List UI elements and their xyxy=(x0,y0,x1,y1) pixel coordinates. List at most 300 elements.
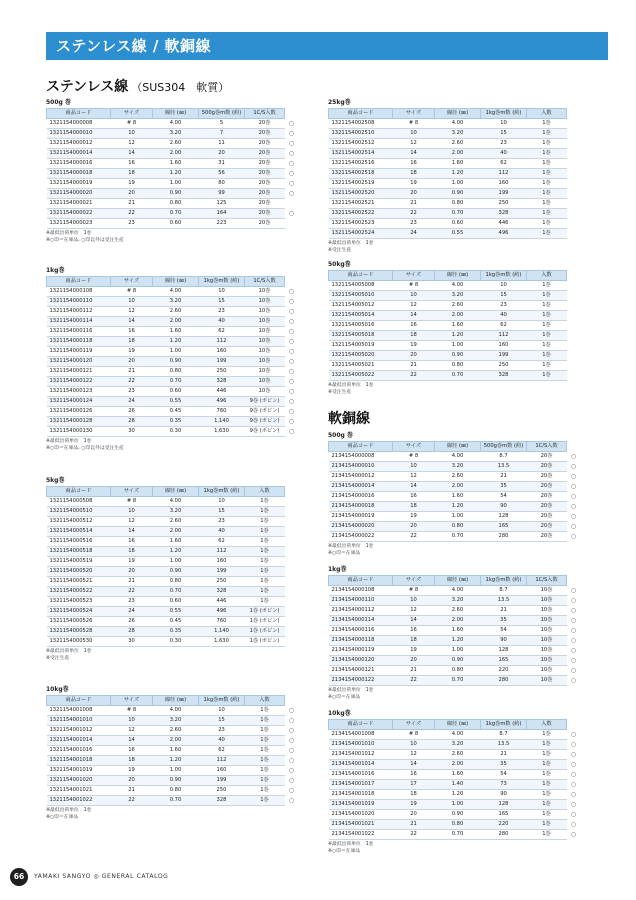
spec-table xyxy=(46,276,299,437)
quantity-cell: 1巻 xyxy=(245,566,285,576)
note-line: ※○印＝在庫品 xyxy=(328,848,361,854)
length-per-coil-cell: 23 xyxy=(481,300,527,310)
block-label: 10kg巻 xyxy=(328,710,351,717)
size-cell: 12 xyxy=(111,516,153,526)
quantity-cell: 1巻 xyxy=(527,310,567,320)
wire-diameter-cell: 3.20 xyxy=(153,296,199,306)
size-cell: 14 xyxy=(393,148,435,158)
table-row xyxy=(47,346,299,356)
stock-mark: ○ xyxy=(285,286,299,296)
quantity-cell: 1巻 xyxy=(245,586,285,596)
size-cell: 10 xyxy=(393,128,435,138)
size-cell: 19 xyxy=(393,645,435,655)
size-cell: # 8 xyxy=(111,118,153,128)
stock-mark-header xyxy=(567,109,581,119)
quantity-cell: 1巻 xyxy=(527,340,567,350)
stock-mark: ○ xyxy=(285,158,299,168)
stock-mark xyxy=(567,370,581,380)
table-row xyxy=(329,605,581,615)
stock-mark xyxy=(567,280,581,290)
length-per-coil-cell: 21 xyxy=(481,749,527,759)
table-row xyxy=(47,586,299,596)
wire-diameter-cell: 1.60 xyxy=(435,158,481,168)
size-cell: 22 xyxy=(111,795,153,805)
size-cell: 21 xyxy=(111,366,153,376)
product-code-cell: 1321154002522 xyxy=(329,208,393,218)
table-row xyxy=(47,168,299,178)
quantity-cell: 10巻 xyxy=(245,316,285,326)
quantity-cell: 10巻 xyxy=(245,376,285,386)
column-header: 入数 xyxy=(527,271,567,281)
quantity-cell: 20巻 xyxy=(245,198,285,208)
length-per-coil-cell: 15 xyxy=(199,715,245,725)
size-cell: 20 xyxy=(393,188,435,198)
note-line: ※受注生産 xyxy=(328,389,352,395)
wire-diameter-cell: 0.80 xyxy=(435,665,481,675)
table-row xyxy=(329,461,581,471)
length-per-coil-cell: 250 xyxy=(481,360,527,370)
length-per-coil-cell: 90 xyxy=(481,789,527,799)
length-per-coil-cell: 13.5 xyxy=(481,595,527,605)
table-row xyxy=(47,765,299,775)
stock-mark xyxy=(285,556,299,566)
table-row xyxy=(329,665,581,675)
quantity-cell: 1巻 xyxy=(245,735,285,745)
product-code-cell: 1321154000114 xyxy=(47,316,111,326)
stock-mark: ○ xyxy=(567,615,581,625)
table-row xyxy=(47,596,299,606)
product-code-cell: 2134154000110 xyxy=(329,595,393,605)
quantity-cell: 1巻 xyxy=(527,198,567,208)
quantity-cell: 1巻 xyxy=(527,799,567,809)
spec-block-copper-10kg xyxy=(328,710,581,855)
wire-diameter-cell: 2.00 xyxy=(153,316,199,326)
stock-mark: ○ xyxy=(567,511,581,521)
stock-mark: ○ xyxy=(567,829,581,839)
table-row xyxy=(329,471,581,481)
stock-mark xyxy=(567,340,581,350)
quantity-cell: 10巻 xyxy=(245,286,285,296)
stock-mark xyxy=(567,198,581,208)
size-cell: 20 xyxy=(393,350,435,360)
table-row xyxy=(329,729,581,739)
wire-diameter-cell: 0.45 xyxy=(153,616,199,626)
quantity-cell: 1巻 xyxy=(245,546,285,556)
product-code-cell: 1321154000521 xyxy=(47,576,111,586)
table-row xyxy=(47,785,299,795)
product-code-cell: 1321154000514 xyxy=(47,526,111,536)
length-per-coil-cell: 199 xyxy=(199,356,245,366)
size-cell: 20 xyxy=(393,809,435,819)
size-cell: 24 xyxy=(111,396,153,406)
column-header: 1kg巻m数 (約) xyxy=(481,109,527,119)
product-code-cell: 2134154000114 xyxy=(329,615,393,625)
length-per-coil-cell: 446 xyxy=(199,386,245,396)
wire-diameter-cell: 2.00 xyxy=(435,310,481,320)
wire-diameter-cell: 0.60 xyxy=(153,596,199,606)
wire-diameter-cell: 3.20 xyxy=(153,715,199,725)
wire-diameter-cell: 0.70 xyxy=(153,208,199,218)
quantity-cell: 1巻 xyxy=(527,759,567,769)
table-header-row xyxy=(329,442,581,452)
quantity-cell: 1巻 xyxy=(527,330,567,340)
quantity-cell: 10巻 xyxy=(245,356,285,366)
product-code-cell: 1321154000019 xyxy=(47,178,111,188)
size-cell: 17 xyxy=(393,779,435,789)
wire-diameter-cell: 1.20 xyxy=(153,755,199,765)
stock-mark: ○ xyxy=(285,725,299,735)
size-cell: 28 xyxy=(111,626,153,636)
product-code-cell: 1321154000014 xyxy=(47,148,111,158)
wire-diameter-cell: 1.00 xyxy=(153,556,199,566)
column-header: 商品コード xyxy=(47,696,111,706)
size-cell: 22 xyxy=(393,675,435,685)
product-code-cell: 1321154002520 xyxy=(329,188,393,198)
quantity-cell: 10巻 xyxy=(527,675,567,685)
table-row xyxy=(47,286,299,296)
wire-diameter-cell: 0.30 xyxy=(153,426,199,436)
length-per-coil-cell: 15 xyxy=(481,290,527,300)
table-row xyxy=(329,310,581,320)
size-cell: 16 xyxy=(393,158,435,168)
stock-mark: ○ xyxy=(285,168,299,178)
length-per-coil-cell: 199 xyxy=(199,775,245,785)
wire-diameter-cell: 0.80 xyxy=(435,819,481,829)
table-row xyxy=(47,705,299,715)
stock-mark xyxy=(567,330,581,340)
note-line: ※受注生産 xyxy=(328,247,352,253)
table-row xyxy=(47,128,299,138)
product-code-cell: 2134154000116 xyxy=(329,625,393,635)
length-per-coil-cell: 112 xyxy=(199,755,245,765)
block-label: 500g 巻 xyxy=(46,99,71,106)
length-per-coil-cell: 160 xyxy=(481,340,527,350)
size-cell: 28 xyxy=(111,416,153,426)
quantity-cell: 10巻 xyxy=(527,655,567,665)
stock-mark: ○ xyxy=(567,749,581,759)
stock-mark: ○ xyxy=(567,471,581,481)
stock-mark: ○ xyxy=(567,729,581,739)
quantity-cell: 10巻 xyxy=(527,605,567,615)
wire-diameter-cell: 1.00 xyxy=(435,178,481,188)
size-cell: 10 xyxy=(111,296,153,306)
product-code-cell: 1321154000523 xyxy=(47,596,111,606)
spec-block-stainless-50kg xyxy=(328,261,581,396)
quantity-cell: 1巻 xyxy=(527,350,567,360)
product-code-cell: 2134154000112 xyxy=(329,605,393,615)
table-row xyxy=(47,208,299,218)
column-header: 商品コード xyxy=(329,271,393,281)
size-cell: 12 xyxy=(111,138,153,148)
size-cell: 22 xyxy=(111,376,153,386)
quantity-cell: 20巻 xyxy=(245,208,285,218)
length-per-coil-cell: 160 xyxy=(199,346,245,356)
column-header: 入数 xyxy=(527,109,567,119)
stock-mark: ○ xyxy=(285,118,299,128)
length-per-coil-cell: 8.7 xyxy=(481,729,527,739)
stock-mark: ○ xyxy=(285,705,299,715)
product-code-cell: 1321154001008 xyxy=(47,705,111,715)
size-cell: 16 xyxy=(393,491,435,501)
product-code-cell: 1321154000119 xyxy=(47,346,111,356)
table-row xyxy=(329,749,581,759)
table-row xyxy=(329,300,581,310)
quantity-cell: 20巻 xyxy=(245,178,285,188)
quantity-cell: 1巻 xyxy=(527,158,567,168)
product-code-cell: 2134154001008 xyxy=(329,729,393,739)
quantity-cell: 20巻 xyxy=(527,511,567,521)
table-row xyxy=(47,506,299,516)
table-row xyxy=(47,118,299,128)
block-label: 1kg巻 xyxy=(328,566,347,573)
product-code-cell: 1321154000021 xyxy=(47,198,111,208)
wire-diameter-cell: 0.80 xyxy=(435,360,481,370)
stock-mark xyxy=(285,616,299,626)
wire-diameter-cell: 1.60 xyxy=(153,158,199,168)
wire-diameter-cell: 0.45 xyxy=(153,406,199,416)
table-row xyxy=(329,128,581,138)
spec-block-stainless-5kg xyxy=(46,477,299,662)
table-row xyxy=(329,340,581,350)
table-row xyxy=(47,725,299,735)
wire-diameter-cell: 0.80 xyxy=(153,785,199,795)
length-per-coil-cell: 328 xyxy=(481,370,527,380)
wire-diameter-cell: 1.60 xyxy=(435,491,481,501)
length-per-coil-cell: 56 xyxy=(199,168,245,178)
quantity-cell: 1巻 xyxy=(245,556,285,566)
size-cell: 23 xyxy=(111,218,153,228)
table-row xyxy=(329,501,581,511)
length-per-coil-cell: 31 xyxy=(199,158,245,168)
spec-table xyxy=(328,441,581,542)
quantity-cell: 20巻 xyxy=(245,158,285,168)
product-code-cell: 1321154002510 xyxy=(329,128,393,138)
length-per-coil-cell: 280 xyxy=(481,531,527,541)
column-header: サイズ xyxy=(111,109,153,119)
size-cell: # 8 xyxy=(111,286,153,296)
wire-diameter-cell: 2.00 xyxy=(435,759,481,769)
column-header: 線径 (㎜) xyxy=(435,109,481,119)
product-code-cell: 2134154000008 xyxy=(329,451,393,461)
table-notes xyxy=(46,231,299,245)
size-cell: 24 xyxy=(111,606,153,616)
column-header: 1kg巻m数 (約) xyxy=(481,720,527,730)
quantity-cell: 1巻 (ボビン) xyxy=(245,626,285,636)
length-per-coil-cell: 250 xyxy=(199,785,245,795)
table-row xyxy=(47,138,299,148)
wire-diameter-cell: 3.20 xyxy=(435,290,481,300)
size-cell: 20 xyxy=(393,521,435,531)
wire-diameter-cell: 2.00 xyxy=(435,615,481,625)
size-cell: 18 xyxy=(111,546,153,556)
quantity-cell: 1巻 xyxy=(245,506,285,516)
wire-diameter-cell: 4.00 xyxy=(153,705,199,715)
length-per-coil-cell: 220 xyxy=(481,819,527,829)
wire-diameter-cell: 1.60 xyxy=(153,326,199,336)
wire-diameter-cell: 0.90 xyxy=(435,655,481,665)
length-per-coil-cell: 40 xyxy=(199,735,245,745)
size-cell: 18 xyxy=(393,168,435,178)
product-code-cell: 1321154002516 xyxy=(329,158,393,168)
product-code-cell: 2134154001012 xyxy=(329,749,393,759)
product-code-cell: 2134154001014 xyxy=(329,759,393,769)
wire-diameter-cell: 3.20 xyxy=(435,128,481,138)
stock-mark-header xyxy=(285,487,299,497)
wire-diameter-cell: 0.90 xyxy=(153,775,199,785)
stock-mark: ○ xyxy=(567,625,581,635)
wire-diameter-cell: 0.70 xyxy=(153,376,199,386)
product-code-cell: 1321154002524 xyxy=(329,228,393,238)
size-cell: 14 xyxy=(111,148,153,158)
block-label: 5kg巻 xyxy=(46,477,65,484)
length-per-coil-cell: 328 xyxy=(199,795,245,805)
spec-block-stainless-25kg xyxy=(328,99,581,254)
stock-mark xyxy=(567,350,581,360)
size-cell: 12 xyxy=(393,138,435,148)
size-cell: 19 xyxy=(111,765,153,775)
table-row xyxy=(47,316,299,326)
column-header: 1kg巻m数 (約) xyxy=(199,696,245,706)
stock-mark: ○ xyxy=(285,386,299,396)
table-row xyxy=(329,188,581,198)
quantity-cell: 1巻 xyxy=(245,596,285,606)
product-code-cell: 1321154005008 xyxy=(329,280,393,290)
wire-diameter-cell: 0.70 xyxy=(153,795,199,805)
size-cell: 20 xyxy=(111,188,153,198)
table-row xyxy=(329,809,581,819)
quantity-cell: 1巻 xyxy=(527,320,567,330)
quantity-cell: 1巻 xyxy=(245,775,285,785)
wire-diameter-cell: 1.00 xyxy=(153,178,199,188)
size-cell: 21 xyxy=(393,198,435,208)
length-per-coil-cell: 54 xyxy=(481,769,527,779)
product-code-cell: 1321154000018 xyxy=(47,168,111,178)
wire-diameter-cell: 1.00 xyxy=(153,765,199,775)
product-code-cell: 2134154001018 xyxy=(329,789,393,799)
quantity-cell: 20巻 xyxy=(527,471,567,481)
size-cell: 22 xyxy=(111,586,153,596)
stock-mark-header xyxy=(567,442,581,452)
block-label: 10kg巻 xyxy=(46,686,69,693)
length-per-coil-cell: 40 xyxy=(481,148,527,158)
stock-mark: ○ xyxy=(567,739,581,749)
spec-table xyxy=(46,695,299,806)
size-cell: 21 xyxy=(393,819,435,829)
wire-diameter-cell: 1.20 xyxy=(435,168,481,178)
stock-mark: ○ xyxy=(567,491,581,501)
product-code-cell: 2134154001021 xyxy=(329,819,393,829)
column-header: 線径 (㎜) xyxy=(435,720,481,730)
length-per-coil-cell: 62 xyxy=(481,320,527,330)
stock-mark-header xyxy=(285,109,299,119)
note-line: ※最低出荷単位 1巻 xyxy=(46,807,92,813)
table-row xyxy=(329,645,581,655)
quantity-cell: 10巻 xyxy=(527,625,567,635)
wire-diameter-cell: 0.80 xyxy=(435,521,481,531)
size-cell: # 8 xyxy=(393,585,435,595)
size-cell: # 8 xyxy=(111,705,153,715)
table-row xyxy=(47,526,299,536)
table-row xyxy=(329,531,581,541)
table-row xyxy=(329,655,581,665)
spec-table xyxy=(46,108,299,229)
length-per-coil-cell: 160 xyxy=(481,178,527,188)
stock-mark xyxy=(567,320,581,330)
size-cell: # 8 xyxy=(111,496,153,506)
stock-mark: ○ xyxy=(567,665,581,675)
quantity-cell: 1巻 xyxy=(527,168,567,178)
table-row xyxy=(47,566,299,576)
column-header: 線径 (㎜) xyxy=(435,271,481,281)
product-code-cell: 1321154001022 xyxy=(47,795,111,805)
block-label: 1kg巻 xyxy=(46,267,65,274)
wire-diameter-cell: 0.70 xyxy=(435,675,481,685)
product-code-cell: 1321154000510 xyxy=(47,506,111,516)
stock-mark: ○ xyxy=(285,178,299,188)
stock-mark xyxy=(567,158,581,168)
column-header: サイズ xyxy=(393,109,435,119)
quantity-cell: 1巻 xyxy=(245,715,285,725)
spec-table xyxy=(328,108,581,239)
wire-diameter-cell: 2.60 xyxy=(435,471,481,481)
length-per-coil-cell: 280 xyxy=(481,829,527,839)
quantity-cell: 1巻 xyxy=(527,290,567,300)
quantity-cell: 1巻 xyxy=(245,516,285,526)
stock-mark: ○ xyxy=(567,655,581,665)
stock-mark xyxy=(285,496,299,506)
product-code-cell: 1321154000112 xyxy=(47,306,111,316)
stock-mark: ○ xyxy=(285,795,299,805)
length-per-coil-cell: 199 xyxy=(199,566,245,576)
quantity-cell: 1巻 xyxy=(527,809,567,819)
table-header-row xyxy=(329,720,581,730)
wire-diameter-cell: 1.00 xyxy=(435,799,481,809)
stock-mark xyxy=(285,516,299,526)
size-cell: # 8 xyxy=(393,729,435,739)
table-row xyxy=(47,148,299,158)
table-row xyxy=(47,745,299,755)
stock-mark xyxy=(567,128,581,138)
table-notes xyxy=(328,842,581,856)
table-header-row xyxy=(329,109,581,119)
product-code-cell: 1321154000012 xyxy=(47,138,111,148)
length-per-coil-cell: 10 xyxy=(481,280,527,290)
size-cell: 10 xyxy=(393,461,435,471)
page-number: 66 xyxy=(10,868,28,886)
product-code-cell: 1321154002518 xyxy=(329,168,393,178)
length-per-coil-cell: 10 xyxy=(481,118,527,128)
wire-diameter-cell: 0.60 xyxy=(435,218,481,228)
product-code-cell: 1321154005019 xyxy=(329,340,393,350)
stock-mark xyxy=(285,526,299,536)
size-cell: 22 xyxy=(393,531,435,541)
table-row xyxy=(329,739,581,749)
table-row xyxy=(329,208,581,218)
table-row xyxy=(329,779,581,789)
product-code-cell: 2134154000012 xyxy=(329,471,393,481)
length-per-coil-cell: 496 xyxy=(199,396,245,406)
size-cell: # 8 xyxy=(393,118,435,128)
length-per-coil-cell: 40 xyxy=(199,526,245,536)
spec-table xyxy=(328,270,581,381)
wire-diameter-cell: 4.00 xyxy=(153,496,199,506)
product-code-cell: 2134154000118 xyxy=(329,635,393,645)
quantity-cell: 1巻 xyxy=(527,769,567,779)
stock-mark: ○ xyxy=(567,809,581,819)
product-code-cell: 1321154000130 xyxy=(47,426,111,436)
product-code-cell: 2134154000108 xyxy=(329,585,393,595)
table-row xyxy=(329,138,581,148)
